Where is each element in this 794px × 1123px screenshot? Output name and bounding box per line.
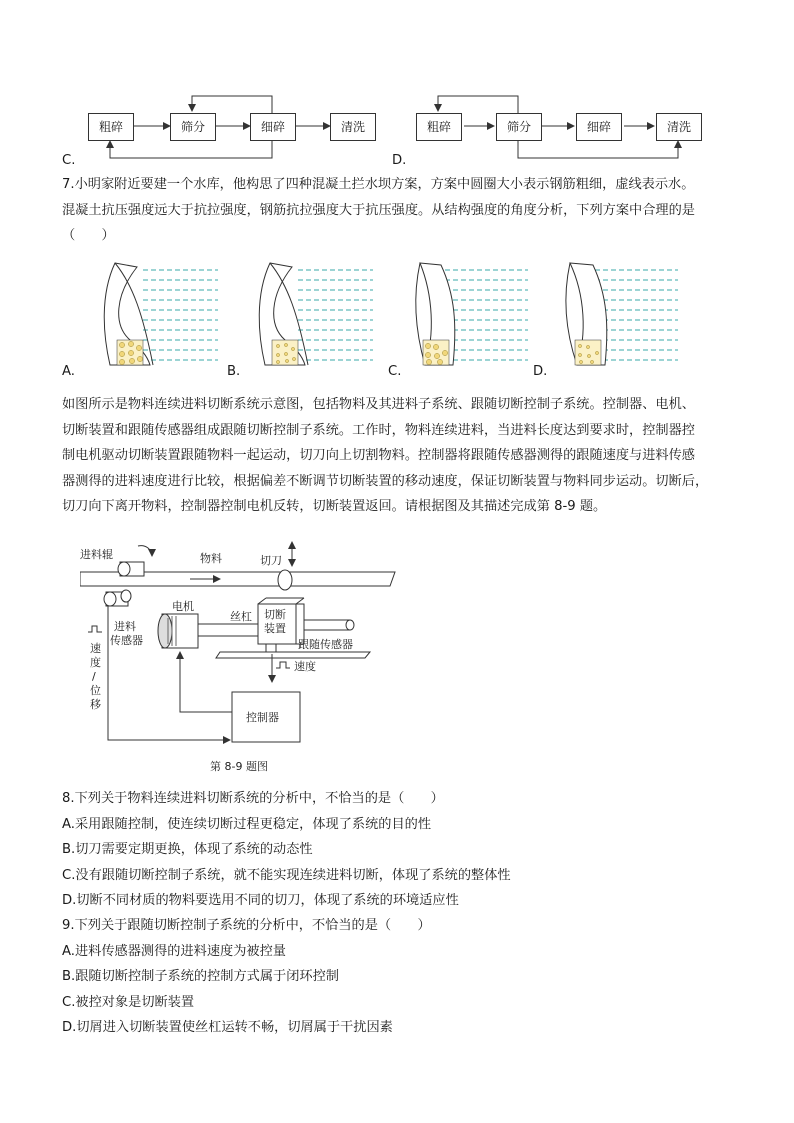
- q8-option-a[interactable]: A.采用跟随控制，使连续切断过程更稳定，体现了系统的目的性: [62, 816, 432, 832]
- cutting-system-diagram: [80, 540, 410, 780]
- dam-figures: [60, 255, 700, 380]
- q8-stem: 8.下列关于物料连续进料切断系统的分析中，不恰当的是（ ）: [62, 791, 444, 806]
- q9-stem: 9.下列关于跟随切断控制子系统的分析中，不恰当的是（ ）: [62, 918, 431, 933]
- label-material: 物料: [200, 552, 222, 565]
- intro-paragraph: [62, 392, 742, 520]
- flow-d-box-1: 粗碎: [416, 113, 462, 141]
- label-motor: 电机: [172, 600, 194, 613]
- flow-c-box-2: 筛分: [170, 113, 216, 141]
- flow-c-box-1: 粗碎: [88, 113, 134, 141]
- question-7-stem: [62, 172, 742, 249]
- option-c-label: C.: [62, 153, 76, 168]
- q7-option-a[interactable]: A.: [62, 364, 75, 379]
- intro-line-5: 切刀向下离开物料，控制器控制电机反转，切断装置返回。请根据图及其描述完成第 8-9 题。: [62, 499, 607, 514]
- q7-option-d[interactable]: D.: [533, 364, 548, 379]
- q9-option-a[interactable]: A.进料传感器测得的进料速度为被控量: [62, 943, 286, 959]
- q9-option-b[interactable]: B.跟随切断控制子系统的控制方式属于闭环控制: [62, 969, 339, 984]
- dam-d: [566, 263, 678, 368]
- label-feed-sensor-1: 进料: [114, 620, 136, 633]
- intro-line-3: 制电机驱动切断装置跟随物料一起运动，切刀向上切割物料。控制器将跟随传感器测得的跟随速度与进料传感: [62, 448, 695, 463]
- q8-option-c[interactable]: C.没有跟随切断控制子系统，就不能实现连续进料切断，体现了系统的整体性: [62, 867, 511, 883]
- q8-option-d[interactable]: D.切断不同材质的物料要选用不同的切刀，体现了系统的环境适应性: [62, 893, 459, 908]
- q7-line-1: 7.小明家附近要建一个水库，他构思了四种混凝土拦水坝方案，方案中圆圈大小表示钢筋粗细，虚线表示水。: [62, 177, 695, 192]
- label-speed-pos-4: 位: [90, 684, 101, 697]
- label-speed-pos-1: 速: [90, 642, 101, 655]
- q9-option-c[interactable]: C.被控对象是切断装置: [62, 994, 195, 1010]
- motor: [158, 614, 198, 648]
- intro-line-2: 切断装置和跟随传感器组成跟随切断控制子系统。工作时，物料连续进料，当进料长度达到要求时，控制器控: [62, 422, 695, 438]
- intro-line-1: 如图所示是物料连续进料切断系统示意图，包括物料及其进料子系统、跟随切断控制子系统。控制器、电机、: [62, 397, 695, 412]
- label-follow-sensor: 跟随传感器: [298, 638, 353, 651]
- label-feed-roller: 进料辊: [80, 548, 113, 561]
- option-d-label: D.: [392, 153, 407, 168]
- question-9: [62, 913, 742, 1041]
- label-cutter: 切刀: [260, 554, 282, 567]
- flow-d-box-4: 清洗: [656, 113, 702, 141]
- q9-option-d[interactable]: D.切屑进入切断装置使丝杠运转不畅，切屑属于干扰因素: [62, 1020, 393, 1035]
- dam-c: [416, 263, 528, 368]
- question-8: [62, 786, 742, 914]
- dam-a: [104, 263, 218, 368]
- dam-b: [259, 263, 373, 368]
- q8-option-b[interactable]: B.切刀需要定期更换，体现了系统的动态性: [62, 842, 313, 857]
- label-speed-pos-2: 度: [90, 656, 101, 669]
- screw-rod: [198, 624, 258, 636]
- q7-line-3: （ ）: [62, 228, 115, 243]
- intro-line-4: 器测得的进料速度进行比较，根据偏差不断调节切断装置的移动速度，保证切断装置与物料同步运动。切断后，: [62, 473, 709, 489]
- figure-caption: 第 8-9 题图: [210, 760, 268, 773]
- label-cut-device-1: 切断: [264, 608, 286, 621]
- feed-sensor-roller: [104, 590, 131, 606]
- label-feed-sensor-2: 传感器: [110, 634, 143, 647]
- flow-c-box-3: 细碎: [250, 113, 296, 141]
- flow-d-box-3: 细碎: [576, 113, 622, 141]
- flow-c-box-4: 清洗: [330, 113, 376, 141]
- label-speed-pos-3: /: [92, 670, 96, 683]
- feed-roller: [118, 546, 152, 576]
- label-speed: 速度: [294, 660, 316, 673]
- q7-line-2: 混凝土抗压强度远大于抗拉强度，钢筋抗拉强度大于抗压强度。从结构强度的角度分析，下列方案中合理的是: [62, 202, 695, 218]
- label-controller: 控制器: [246, 711, 279, 724]
- q7-option-c[interactable]: C.: [388, 364, 402, 379]
- flow-d-box-2: 筛分: [496, 113, 542, 141]
- q7-option-b[interactable]: B.: [227, 364, 241, 379]
- label-cut-device-2: 装置: [264, 622, 286, 635]
- label-screw: 丝杠: [230, 610, 252, 623]
- label-speed-pos-5: 移: [90, 698, 101, 711]
